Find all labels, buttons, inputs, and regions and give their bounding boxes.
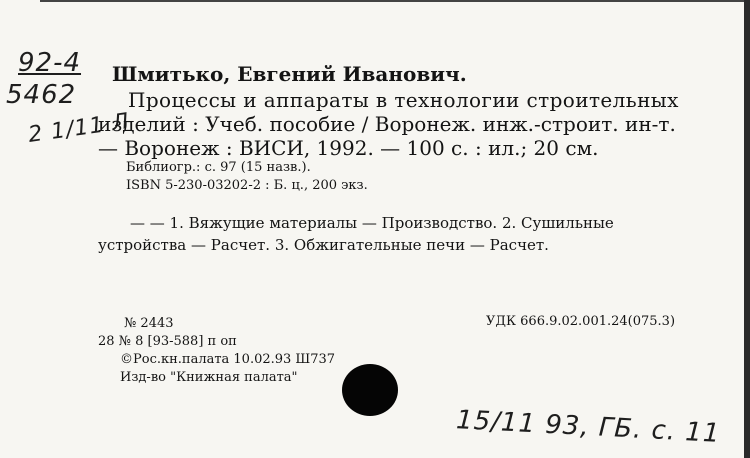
card-right-edge [744,0,750,458]
handwritten-call-number: 92-4 [18,48,82,78]
handwritten-bottom-date: 15/11 93, ГБ. с. 11 [455,405,722,449]
title-line-3: — Воронеж : ВИСИ, 1992. — 100 с. : ил.; 20 см. [98,136,599,160]
handwritten-margin-scribble: 2 1/11 Л [26,109,132,148]
udc-code: УДК 666.9.02.001.24(075.3) [486,314,676,329]
isbn-line: ISBN 5-230-03202-2 : Б. ц., 200 экз. [126,178,368,193]
title-line-1: Процессы и аппараты в технологии строительных [128,88,679,112]
subjects-line-2: устройства — Расчет. 3. Обжигательные печи — Расчет. [98,236,549,254]
card-top-edge [40,0,744,2]
bibliography-note: Библиогр.: с. 97 (15 назв.). [126,160,311,175]
author-heading: Шмитько, Евгений Иванович. [112,62,467,86]
publisher-line: Изд-во "Книжная палата" [120,370,298,385]
handwritten-inventory-number: 5462 [6,80,77,110]
ink-blot [342,364,398,416]
copyright-line: ©Рос.кн.палата 10.02.93 Ш737 [120,352,336,367]
card-number: № 2443 [124,316,174,331]
book-chamber-number: 28 № 8 [93-588] п оп [98,334,237,349]
subjects-line-1: — — 1. Вяжущие материалы — Производство. 2. Сушильные [130,214,614,232]
title-line-2: изделий : Учеб. пособие / Воронеж. инж.-строит. ин-т. [98,112,676,136]
